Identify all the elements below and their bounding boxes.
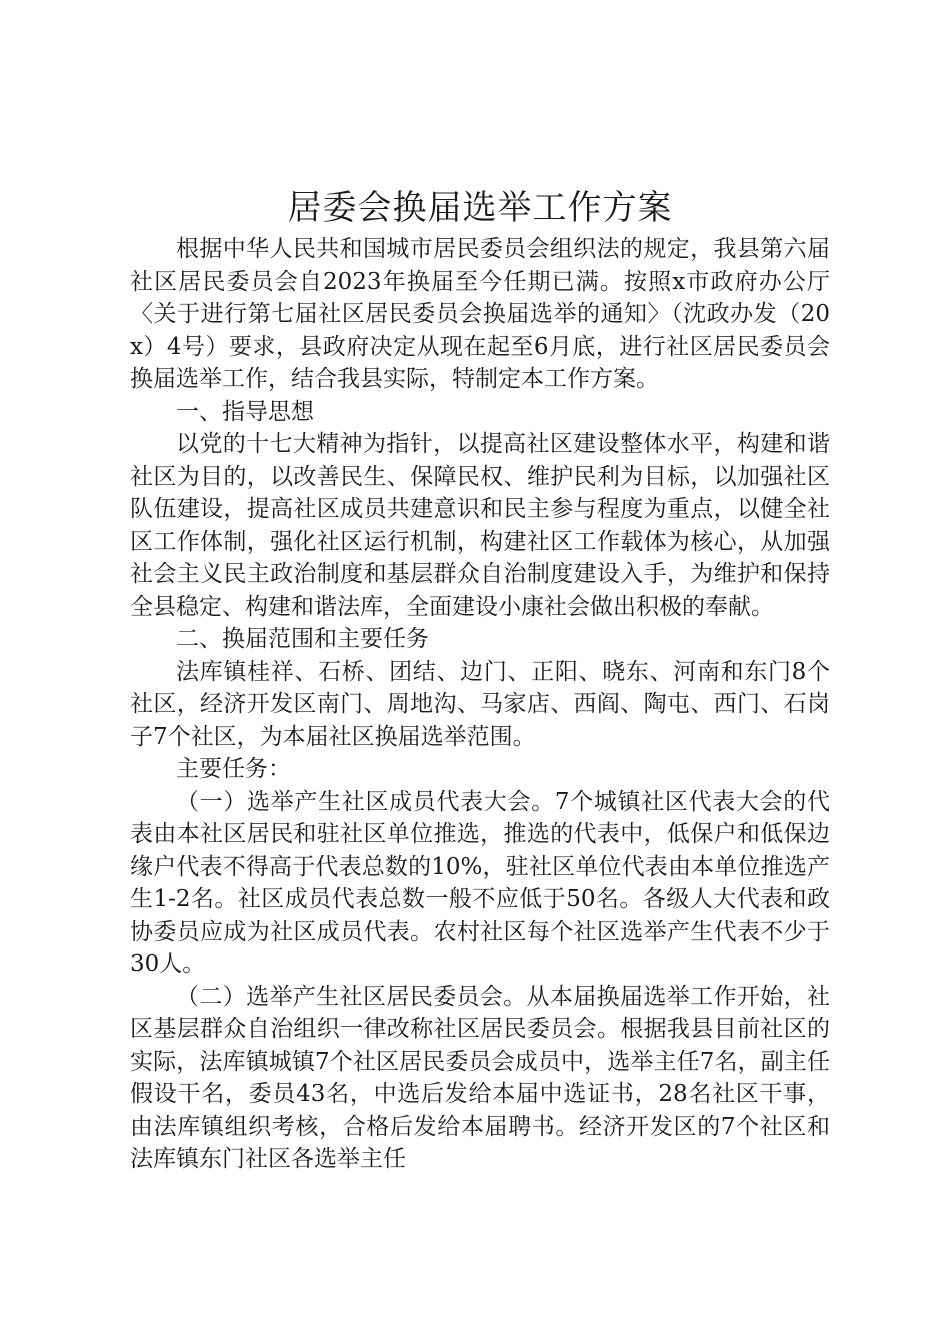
paragraph-scope: 法库镇桂祥、石桥、团结、边门、正阳、晓东、河南和东门8个社区，经济开发区南门、周地沟、马家店、西阎、陶屯、西门、石岗子7个社区，为本届社区换届选举范围。 — [130, 658, 830, 750]
paragraph-intro: 根据中华人民共和国城市居民委员会组织法的规定，我县第六届社区居民委员会自2023年换届至今任期已满。按照x市政府办公厅〈关于进行第七届社区居民委员会换届选举的通知〉（沈政办发（20x）4号）要求，县政府决定从现在起至6月底，进行社区居民委员会换届选举工作，结合我县实际，特制定本工作方案。 — [130, 236, 830, 392]
document-page — [130, 183, 830, 1176]
paragraph-task-two: （二）选举产生社区居民委员会。从本届换届选举工作开始，社区基层群众自治组织一律改称社区居民委员会。根据我县目前社区的实际，法库镇城镇7个社区居民委员会成员中，选举主任7名，副主任假设干名，委员43名，中选后发给本届中选证书，28名社区干事，由法库镇组织考核，合格后发给本届聘书。经济开发区的7个社区和法库镇东门社区各选举主任 — [130, 983, 830, 1172]
section-heading-scope-tasks: 二、换届范围和主要任务 — [176, 626, 429, 652]
paragraph-task-one: （一）选举产生社区成员代表大会。7个城镇社区代表大会的代表由本社区居民和驻社区单位推选，推选的代表中，低保户和低保边缘户代表不得高于代表总数的10%，驻社区单位代表由本单位推选产生1-2名。社区成员代表总数一般不应低于50名。各级人大代表和政协委员应成为社区成员代表。农村社区每个社区选举产生代表不少于30人。 — [130, 788, 830, 977]
section-heading-guiding-ideology: 一、指导思想 — [176, 398, 314, 425]
subheading-main-tasks: 主要任务： — [176, 756, 291, 782]
document-title: 居委会换届选举工作方案 — [287, 188, 673, 228]
paragraph-guiding-ideology: 以党的十七大精神为指针，以提高社区建设整体水平，构建和谐社区为目的，以改善民生、保障民权、维护民利为目标，以加强社区队伍建设，提高社区成员共建意识和民主参与程度为重点，以健全社区工作体制，强化社区运行机制，构建社区工作载体为核心，从加强社会主义民主政治制度和基层群众自治制度建设入手，为维护和保持全县稳定、构建和谐法库，全面建设小康社会做出积极的奉献。 — [130, 431, 830, 620]
